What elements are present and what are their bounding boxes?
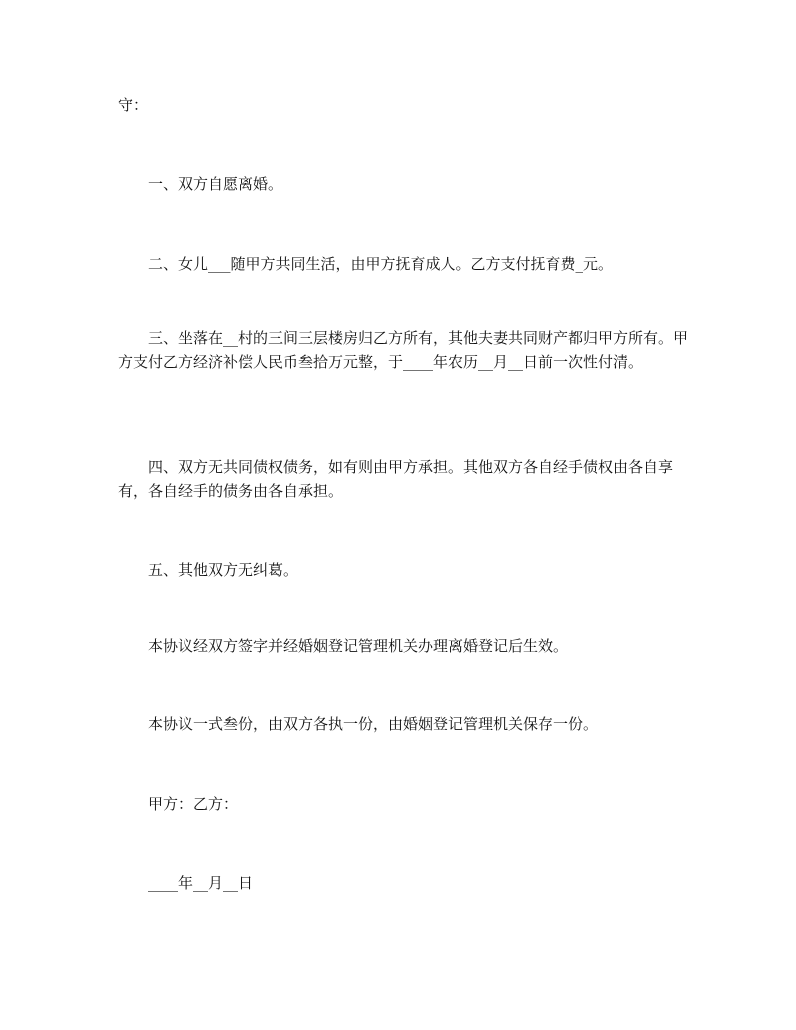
clause-5: 五、其他双方无纠葛。 [148, 561, 299, 579]
date-line: ____年__月__日 [148, 874, 254, 892]
signature-line: 甲方：乙方： [148, 795, 239, 813]
copies-statement: 本协议一式叁份，由双方各执一份，由婚姻登记管理机关保存一份。 [148, 715, 599, 733]
clause-3: 三、坐落在__村的三间三层楼房归乙方所有，其他夫妻共同财产都归甲方所有。甲方支付乙方经济补偿人民币叁拾万元整，于____年农历__月__日前一次性付清。 [118, 329, 689, 371]
clause-2: 二、女儿___随甲方共同生活，由甲方抚育成人。乙方支付抚育费_元。 [148, 255, 614, 273]
clause-1: 一、双方自愿离婚。 [148, 175, 284, 193]
effective-statement: 本协议经双方签字并经婚姻登记管理机关办理离婚登记后生效。 [148, 637, 569, 655]
continuation-text: 守： [118, 96, 149, 114]
clause-4: 四、双方无共同债权债务，如有则由甲方承担。其他双方各自经手债权由各自享有，各自经手的债务由各自承担。 [118, 458, 674, 500]
